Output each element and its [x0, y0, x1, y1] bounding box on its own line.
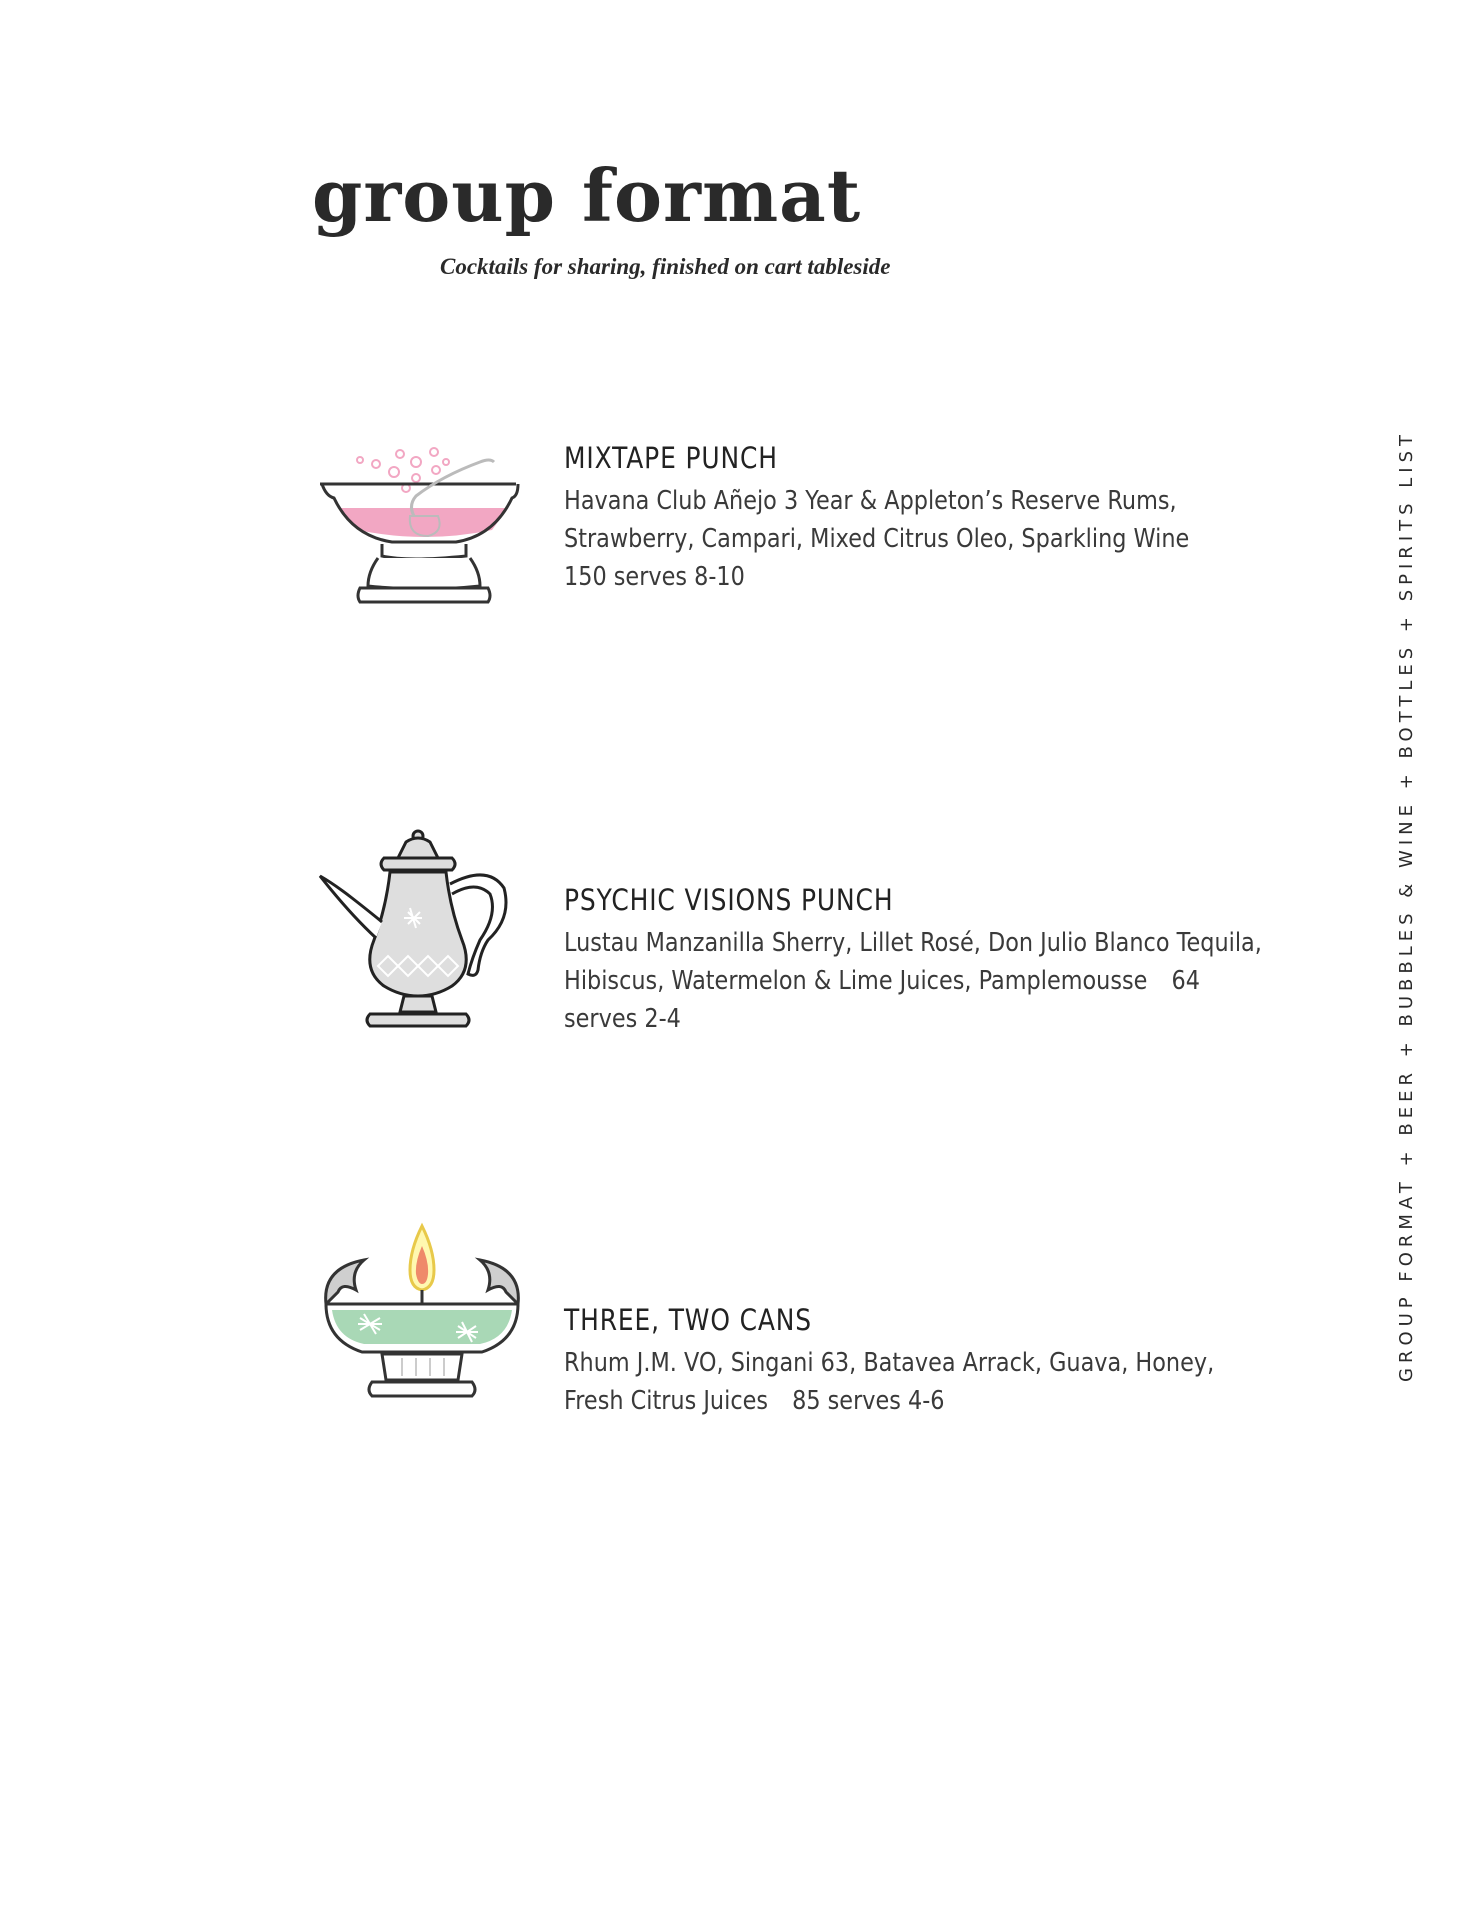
teapot-icon: [312, 828, 532, 1028]
section-nav: GROUP FORMAT + BEER + BUBBLES & WINE + BOTTLES + SPIRITS LIST: [1396, 429, 1417, 1382]
item-price: 64: [1171, 966, 1200, 996]
item-name: PSYCHIC VISIONS PUNCH: [564, 883, 894, 917]
page-subtitle: Cocktails for sharing, finished on cart tableside: [440, 254, 891, 279]
item-description: Havana Club Añejo 3 Year & Appleton’s Reserve Rums, Strawberry, Campari, Mixed Citrus Oleo, Sparkling Wine 150 serves 8-10: [564, 486, 1190, 592]
item-price-serves: 150 serves 8-10: [564, 562, 745, 592]
flaming-bowl-icon: [312, 1220, 532, 1420]
punch-bowl-icon: [312, 440, 532, 640]
item-description: Lustau Manzanilla Sherry, Lillet Rosé, Don Julio Blanco Tequila, Hibiscus, Watermelon & Lime Juices, Pamplemousse 64 serves 2-4: [564, 928, 1262, 1034]
item-name: THREE, TWO CANS: [564, 1303, 813, 1337]
item-serves: serves 2-4: [564, 1004, 681, 1034]
item-description: Rhum J.M. VO, Singani 63, Batavea Arrack, Guava, Honey, Fresh Citrus Juices 85 serves 4-6: [564, 1348, 1215, 1416]
item-name: MIXTAPE PUNCH: [564, 441, 778, 475]
item-price-serves: 85 serves 4-6: [792, 1386, 945, 1416]
page-title: group format: [312, 153, 862, 238]
